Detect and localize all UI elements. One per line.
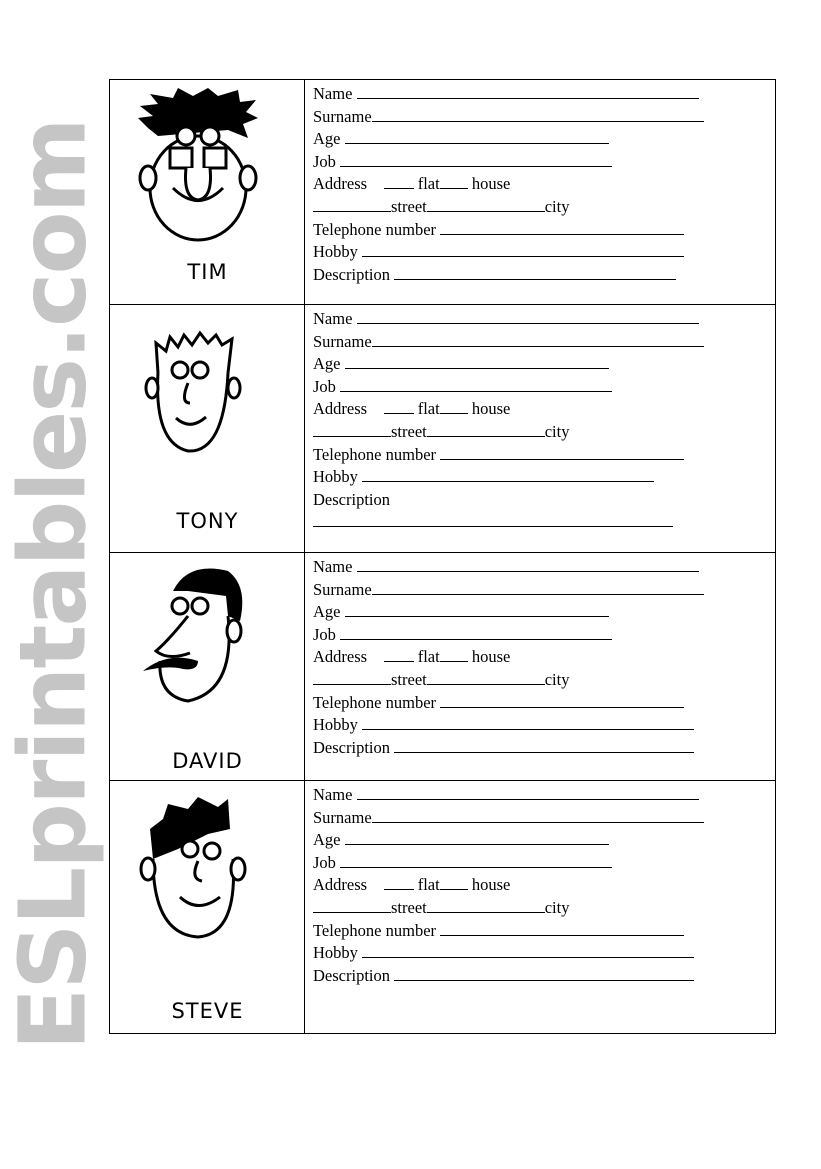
job-label: Job <box>313 376 336 396</box>
blank-line[interactable] <box>372 332 704 347</box>
form-line <box>313 151 775 174</box>
form-fields <box>305 305 775 552</box>
blank-line[interactable] <box>357 309 699 324</box>
blank-line[interactable] <box>357 557 699 572</box>
city-label: city <box>544 669 570 689</box>
description-label: Description <box>313 965 390 985</box>
surname-label: Surname <box>313 106 372 126</box>
hobby-label: Hobby <box>313 715 358 735</box>
blank-line[interactable] <box>313 670 391 685</box>
blank-line[interactable] <box>340 853 612 868</box>
person-name: DAVID <box>172 749 243 773</box>
blank-line[interactable] <box>362 715 694 730</box>
form-line <box>313 624 775 647</box>
blank-line[interactable] <box>357 785 699 800</box>
address-label: Address <box>313 174 368 194</box>
blank-line[interactable] <box>384 174 414 189</box>
watermark: ESLprintables.com <box>0 118 107 1051</box>
form-line <box>313 942 775 965</box>
blank-line[interactable] <box>345 602 609 617</box>
cartoon-face-icon <box>128 789 268 949</box>
form-line <box>313 579 775 602</box>
name-label: Name <box>313 84 353 103</box>
age-label: Age <box>313 602 341 622</box>
name-label: Name <box>313 785 353 804</box>
form-line <box>313 601 775 624</box>
hobby-label: Hobby <box>313 943 358 963</box>
blank-line[interactable] <box>313 422 391 437</box>
surname-label: Surname <box>313 579 372 599</box>
profile-card <box>110 781 775 1033</box>
city-label: city <box>544 196 570 216</box>
address-label: Address <box>313 875 368 895</box>
cartoon-face-icon <box>128 561 268 721</box>
person-name: STEVE <box>171 999 244 1023</box>
blank-line[interactable] <box>372 580 704 595</box>
blank-line[interactable] <box>440 399 468 414</box>
blank-line[interactable] <box>394 966 694 981</box>
form-line <box>313 897 775 920</box>
address-label: Address <box>313 647 368 667</box>
form-line <box>313 353 775 376</box>
house-label: house <box>471 399 511 419</box>
cartoon-face-icon <box>128 313 268 473</box>
street-label: street <box>391 196 427 216</box>
form-line <box>313 965 775 988</box>
flat-label: flat <box>417 174 440 194</box>
address-label: Address <box>313 399 368 419</box>
form-line <box>313 173 775 196</box>
blank-line[interactable] <box>440 875 468 890</box>
person-name: TONY <box>176 509 239 533</box>
form-line <box>313 331 775 354</box>
blank-line[interactable] <box>427 422 545 437</box>
form-line <box>313 264 775 287</box>
flat-label: flat <box>417 875 440 895</box>
blank-line[interactable] <box>440 220 684 235</box>
form-line <box>313 784 775 807</box>
street-label: street <box>391 897 427 917</box>
age-label: Age <box>313 830 341 850</box>
blank-line[interactable] <box>345 129 609 144</box>
city-label: city <box>544 421 570 441</box>
blank-line[interactable] <box>313 898 391 913</box>
profile-card <box>110 553 775 781</box>
telephone-label: Telephone number <box>313 219 437 239</box>
flat-label: flat <box>417 399 440 419</box>
form-fields <box>305 553 775 780</box>
form-line <box>313 128 775 151</box>
street-label: street <box>391 421 427 441</box>
form-fields <box>305 781 775 1033</box>
form-line <box>313 106 775 129</box>
form-line <box>313 920 775 943</box>
description-label: Description <box>313 737 390 757</box>
form-line <box>313 692 775 715</box>
blank-line[interactable] <box>440 693 684 708</box>
hobby-label: Hobby <box>313 242 358 262</box>
form-line <box>313 737 775 760</box>
blank-line[interactable] <box>384 875 414 890</box>
blank-line[interactable] <box>384 399 414 414</box>
blank-line[interactable] <box>394 265 676 280</box>
house-label: house <box>471 875 511 895</box>
description-label: Description <box>313 264 390 284</box>
blank-line[interactable] <box>340 152 612 167</box>
blank-line[interactable] <box>394 738 694 753</box>
blank-line[interactable] <box>362 242 684 257</box>
job-label: Job <box>313 151 336 171</box>
job-label: Job <box>313 852 336 872</box>
form-line <box>313 646 775 669</box>
form-line <box>313 556 775 579</box>
form-line <box>313 466 775 489</box>
blank-line[interactable] <box>440 647 468 662</box>
cartoon-face-icon <box>128 88 268 248</box>
form-line <box>313 398 775 421</box>
form-line <box>313 308 775 331</box>
form-line <box>313 241 775 264</box>
form-line <box>313 669 775 692</box>
house-label: house <box>471 174 511 194</box>
portrait-cell <box>110 305 305 552</box>
profile-card <box>110 305 775 553</box>
form-line <box>313 83 775 106</box>
form-line <box>313 511 775 534</box>
blank-line[interactable] <box>340 377 612 392</box>
portrait-cell <box>110 80 305 304</box>
watermark-area <box>0 0 107 1169</box>
form-line <box>313 196 775 219</box>
form-line <box>313 852 775 875</box>
profile-worksheet-table <box>109 79 776 1034</box>
blank-line[interactable] <box>427 898 545 913</box>
blank-line[interactable] <box>427 197 545 212</box>
surname-label: Surname <box>313 807 372 827</box>
person-name: TIM <box>187 260 228 284</box>
age-label: Age <box>313 129 341 149</box>
profile-card <box>110 80 775 305</box>
portrait-cell <box>110 781 305 1033</box>
form-line <box>313 489 775 512</box>
blank-line[interactable] <box>357 84 699 99</box>
blank-line[interactable] <box>427 670 545 685</box>
blank-line[interactable] <box>362 943 694 958</box>
house-label: house <box>471 647 511 667</box>
form-fields <box>305 80 775 304</box>
blank-line[interactable] <box>362 467 654 482</box>
form-line <box>313 874 775 897</box>
form-line <box>313 807 775 830</box>
telephone-label: Telephone number <box>313 692 437 712</box>
form-line <box>313 829 775 852</box>
hobby-label: Hobby <box>313 467 358 487</box>
blank-line[interactable] <box>384 647 414 662</box>
form-line <box>313 714 775 737</box>
surname-label: Surname <box>313 331 372 351</box>
street-label: street <box>391 669 427 689</box>
form-line <box>313 219 775 242</box>
blank-line[interactable] <box>345 354 609 369</box>
form-line <box>313 444 775 467</box>
description-label: Description <box>313 489 390 509</box>
name-label: Name <box>313 557 353 576</box>
form-line <box>313 376 775 399</box>
blank-line[interactable] <box>372 107 704 122</box>
flat-label: flat <box>417 647 440 667</box>
city-label: city <box>544 897 570 917</box>
telephone-label: Telephone number <box>313 444 437 464</box>
blank-line[interactable] <box>440 445 684 460</box>
job-label: Job <box>313 624 336 644</box>
blank-line[interactable] <box>372 808 704 823</box>
telephone-label: Telephone number <box>313 920 437 940</box>
form-line <box>313 421 775 444</box>
blank-line[interactable] <box>440 174 468 189</box>
blank-line[interactable] <box>313 197 391 212</box>
portrait-cell <box>110 553 305 780</box>
blank-line[interactable] <box>313 512 673 527</box>
blank-line[interactable] <box>340 625 612 640</box>
age-label: Age <box>313 354 341 374</box>
name-label: Name <box>313 309 353 328</box>
blank-line[interactable] <box>345 830 609 845</box>
blank-line[interactable] <box>440 921 684 936</box>
